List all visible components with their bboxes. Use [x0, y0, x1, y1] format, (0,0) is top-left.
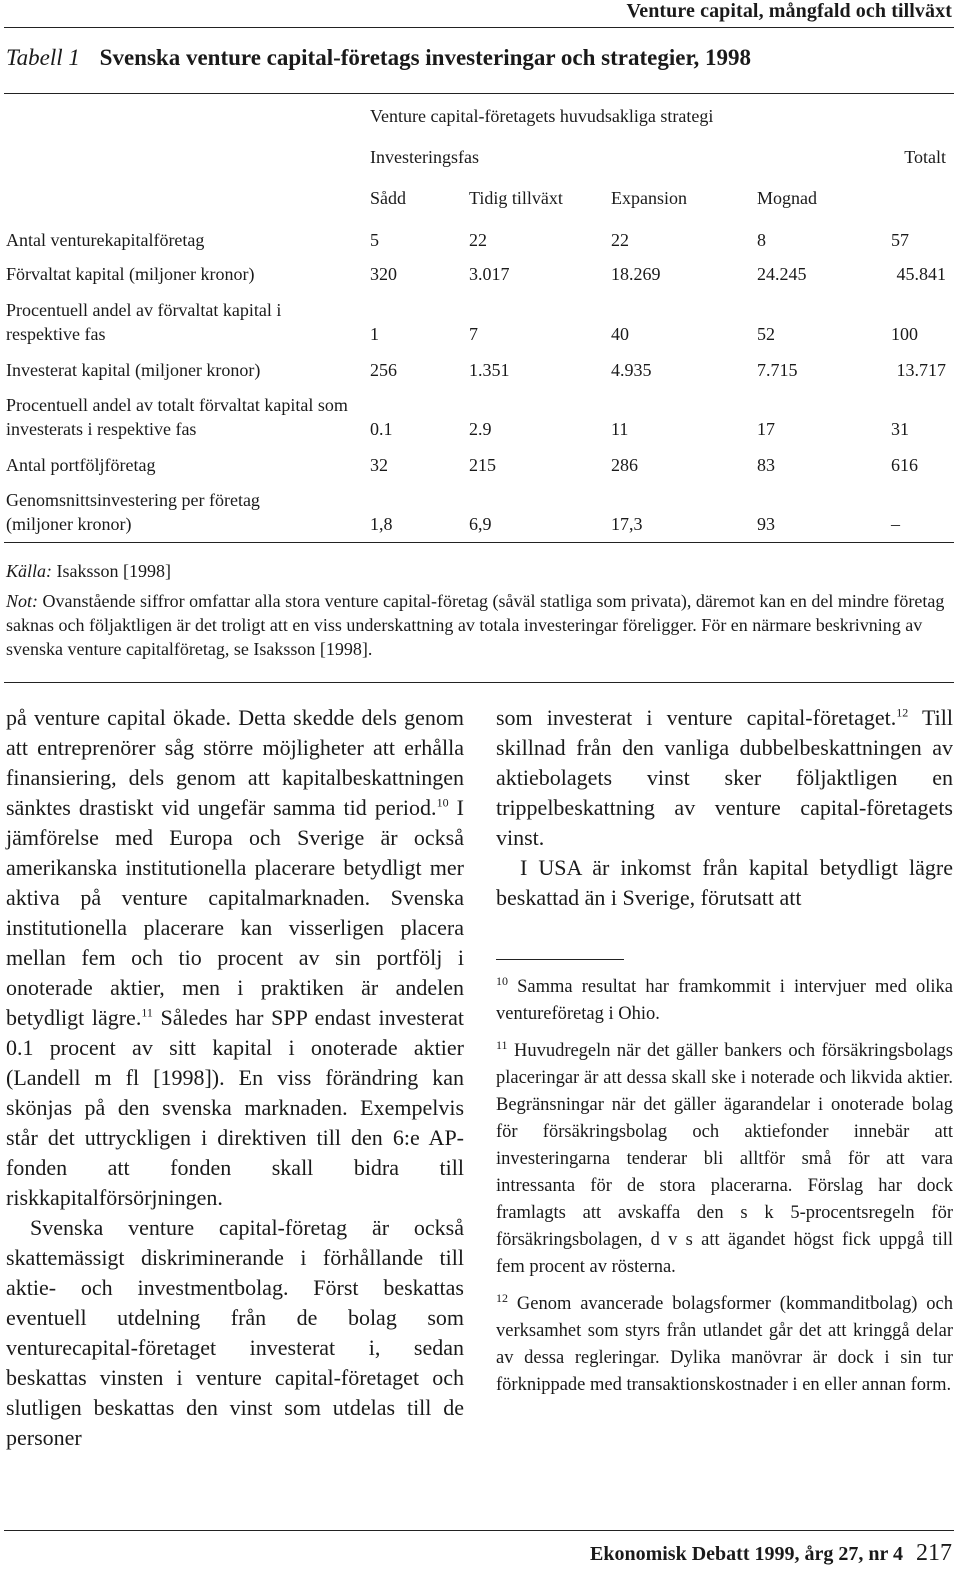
- table-cell: 11: [611, 419, 629, 439]
- note-label: Not:: [6, 591, 39, 611]
- table-title-text: Svenska venture capital-företags investeringar och strategier, 1998: [99, 45, 752, 70]
- running-header: Venture capital, mångfald och tillväxt: [626, 0, 952, 22]
- col-header-sadd: Sådd: [370, 188, 406, 208]
- table-bottom-rule: [4, 542, 954, 543]
- table-cell: 3.017: [469, 264, 510, 284]
- footnote-ref: 12: [896, 705, 909, 720]
- table-cell: 2.9: [469, 419, 492, 439]
- table-cell: 286: [611, 455, 638, 475]
- row-label: Investerat kapital (miljoner kronor): [6, 360, 261, 380]
- table-cell: 1.351: [469, 360, 510, 380]
- row-label: Förvaltat kapital (miljoner kronor): [6, 264, 255, 284]
- note-text: Ovanstående siffror omfattar alla stora venture capital-företag (såväl statliga som privata), däremot kan en del mindre företag saknas och följaktligen är det troligt att en viss underskattning av totala investeringar föreligger. För en närmare beskrivning av svenska venture capitalföretag, se Isaksson [1998].: [6, 591, 945, 659]
- total-header: Totalt: [904, 147, 946, 167]
- row-label: Antal venturekapitalföretag: [6, 230, 205, 250]
- table-cell: 52: [757, 324, 775, 344]
- page-footer: [590, 1540, 952, 1567]
- row-label: Genomsnittsinvestering per företag (miljoner kronor): [6, 490, 260, 534]
- body-paragraph: som investerat i venture capital-företaget.$^{12}$ Till skillnad från den vanliga dubbelbeskattningen av aktiebolagets vinst sker följaktligen en trippelbeskattning av venture capital-företagets vinst.: [496, 705, 953, 850]
- table-cell: 18.269: [611, 264, 661, 284]
- table-cell: 83: [757, 455, 775, 475]
- table-cell: 22: [469, 230, 487, 250]
- table-cell: 320: [370, 264, 397, 284]
- footnote-number: 11: [496, 1037, 508, 1052]
- subgroup-header: Investeringsfas: [370, 147, 479, 167]
- header-rule: [4, 27, 954, 28]
- table-cell: 7: [469, 324, 478, 344]
- table-cell: 17,3: [611, 514, 643, 534]
- footnote: [496, 1291, 953, 1399]
- footnotes: [496, 974, 953, 1409]
- table-cell: 256: [370, 360, 397, 380]
- footnote-text: Samma resultat har framkommit i intervjuer med olika ventureföretag i Ohio.: [496, 977, 953, 1024]
- table-cell: 32: [370, 455, 388, 475]
- footnote-ref: 10: [436, 795, 449, 810]
- body-paragraph: I USA är inkomst från kapital betydligt lägre beskattad än i Sverige, förutsatt att: [496, 855, 953, 910]
- table-cell: 0.1: [370, 419, 393, 439]
- row-label: Antal portföljföretag: [6, 455, 156, 475]
- journal-citation: Ekonomisk Debatt 1999, årg 27, nr 4: [590, 1543, 903, 1565]
- section-rule: [4, 682, 954, 683]
- table-cell: 13.717: [896, 360, 946, 380]
- table-source: [6, 561, 171, 582]
- table-note: [6, 589, 951, 661]
- table-cell: 24.245: [757, 264, 807, 284]
- body-left-column: [6, 703, 464, 1453]
- group-header: Venture capital-företagets huvudsakliga strategi: [370, 106, 714, 126]
- table-cell: 215: [469, 455, 496, 475]
- table-cell: 5: [370, 230, 379, 250]
- table-label: Tabell 1: [6, 45, 80, 70]
- footnote-separator: [496, 959, 624, 960]
- table-cell: 1: [370, 324, 379, 344]
- col-header-tidig: Tidig tillväxt: [469, 188, 563, 208]
- row-label: Procentuell andel av förvaltat kapital i respektive fas: [6, 300, 282, 344]
- table-title: [6, 45, 751, 71]
- source-text: Isaksson [1998]: [56, 561, 172, 581]
- table-cell: 6,9: [469, 514, 492, 534]
- footnote-number: 12: [496, 1290, 508, 1305]
- footnote-text: Genom avancerade bolagsformer (kommanditbolag) och verksamhet som styrs från utlandet går det att kringgå delar av dessa regleringar. Dylika manövrar är dock i sin tur förknippade med transaktionskostnader i en eller annan form.: [496, 1294, 954, 1395]
- table-cell: 4.935: [611, 360, 652, 380]
- footnote: [496, 974, 953, 1028]
- table-cell: 616: [891, 455, 918, 475]
- source-label: Källa:: [6, 561, 53, 581]
- table-cell: 93: [757, 514, 775, 534]
- table-top-rule: [4, 93, 954, 94]
- table-cell: 57: [891, 230, 909, 250]
- table-cell: 31: [891, 419, 909, 439]
- table-cell: 45.841: [896, 264, 946, 284]
- table-cell: –: [891, 514, 900, 534]
- table-cell: 8: [757, 230, 766, 250]
- col-header-expansion: Expansion: [611, 188, 687, 208]
- body-paragraph: Svenska venture capital-företag är också skattemässigt diskriminerande i förhållande till aktie- och investmentbolag. Först beskattas eventuell utdelning från de bolag som venturecapital-företaget investerat i, sedan beskattas vinsten i venture capital-företaget och slutligen beskattas den vinst som utdelas till de personer: [6, 1215, 464, 1450]
- footnote: [496, 1038, 953, 1281]
- table-cell: 7.715: [757, 360, 798, 380]
- col-header-mognad: Mognad: [757, 188, 817, 208]
- table-cell: 22: [611, 230, 629, 250]
- footnote-text: Huvudregeln när det gäller bankers och försäkringsbolags placeringar är att dessa skall ske i noterade och likvida aktier. Begränsningar när det gäller ägarandelar i onoterade bolag för försäkringsbolag och aktiefonder innebär att investeringarna tenderar bli alltför små för att vara intressanta för de stora placerarna. Förslag har dock framlagts att avskaffa den s k 5-procentsregeln för försäkringsbolagen, d v s att ägandet högst fick uppgå till fem procent av rösterna.: [496, 1041, 953, 1277]
- table-cell: 17: [757, 419, 775, 439]
- row-label: Procentuell andel av totalt förvaltat kapital som investerats i respektive fas: [6, 395, 348, 439]
- table-cell: 100: [891, 324, 918, 344]
- footnote-number: 10: [496, 973, 508, 988]
- table-cell: 1,8: [370, 514, 393, 534]
- body-paragraph: på venture capital ökade. Detta skedde dels genom att entreprenörer såg större möjligheter att erhålla finansiering, dels genom att kapitalbeskattningen sänktes drastiskt vid ungefär samma tid period.$^{10}$ I jämförelse med Europa och Sverige är också amerikanska institutionella placerare betydligt mer aktiva på venture capitalmarknaden. Svenska institutionella placerare kan visserligen placera mellan fem och tio procent av sin portfölj i onoterade aktier, men i praktiken är andelen betydligt lägre.$^{11}$ Således har SPP endast investerat 0.1 procent av sitt kapital i onoterade aktier (Landell m fl [1998]). En viss förändring kan skönjas på den svenska marknaden. Exempelvis står det uttryckligen i direktiven till den 6:e AP-fonden att fonden skall bidra till riskkapitalförsörjningen.: [6, 705, 465, 1210]
- body-right-column: [496, 703, 953, 913]
- page-number: 217: [916, 1540, 952, 1566]
- table-cell: 40: [611, 324, 629, 344]
- footer-rule: [4, 1530, 954, 1531]
- footnote-ref: 11: [141, 1005, 153, 1020]
